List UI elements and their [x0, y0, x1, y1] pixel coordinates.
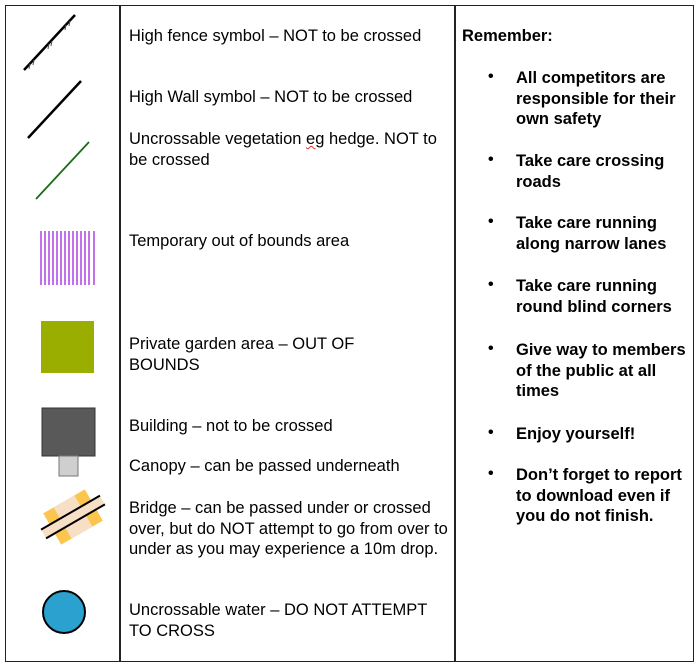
- canopy-icon: [59, 456, 78, 476]
- legend-text-out-of-bounds: Temporary out of bounds area: [129, 232, 350, 250]
- legend-text-high-wall: High Wall symbol – NOT to be crossed: [129, 88, 413, 106]
- building-icon: [42, 408, 95, 456]
- remember-title: Remember:: [462, 27, 553, 45]
- legend-text-high-fence: High fence symbol – NOT to be crossed: [129, 27, 422, 45]
- remember-item: Enjoy yourself!: [516, 425, 636, 443]
- bullet: •: [488, 151, 494, 168]
- remember-item: Don’t forget to report to download even if you do not finish.: [516, 466, 682, 525]
- remember-item: Take care running along narrow lanes: [516, 214, 667, 253]
- remember-item: All competitors are responsible for their own safety: [516, 69, 676, 128]
- text-part: Uncrossable vegetation: [129, 130, 307, 148]
- column-divider: [454, 5, 456, 662]
- text-part: hedge. NOT to be crossed: [129, 130, 437, 169]
- legend-text-bridge: Bridge – can be passed under or crossed over, but do NOT attempt to go from over to under as you may experience a 10m drop.: [129, 499, 448, 558]
- legend-text-water: Uncrossable water – DO NOT ATTEMPT TO CROSS: [129, 601, 427, 640]
- legend-icons: [0, 0, 120, 662]
- out-of-bounds-hatch-icon: [41, 231, 94, 285]
- legend-text-private-garden: Private garden area – OUT OF BOUNDS: [129, 335, 355, 374]
- bullet: •: [488, 465, 494, 482]
- bullet: •: [488, 276, 494, 293]
- legend-text-vegetation: [129, 129, 449, 170]
- spellcheck-flagged-word: eg: [306, 130, 325, 148]
- bridge-icon: [35, 484, 112, 549]
- remember-item: Take care crossing roads: [516, 152, 665, 191]
- water-icon: [43, 591, 85, 633]
- bullet: •: [488, 340, 494, 357]
- remember-item: Take care running round blind corners: [516, 277, 672, 316]
- bullet: •: [488, 213, 494, 230]
- bullet: •: [488, 424, 494, 441]
- remember-item: Give way to members of the public at all times: [516, 341, 686, 400]
- legend-text-canopy: Canopy – can be passed underneath: [129, 457, 400, 475]
- high-fence-icon: [24, 15, 75, 70]
- high-wall-icon: [28, 81, 81, 138]
- private-garden-icon: [41, 321, 94, 373]
- legend-text-building: Building – not to be crossed: [129, 417, 333, 435]
- vegetation-icon: [36, 142, 89, 199]
- bullet: •: [488, 68, 494, 85]
